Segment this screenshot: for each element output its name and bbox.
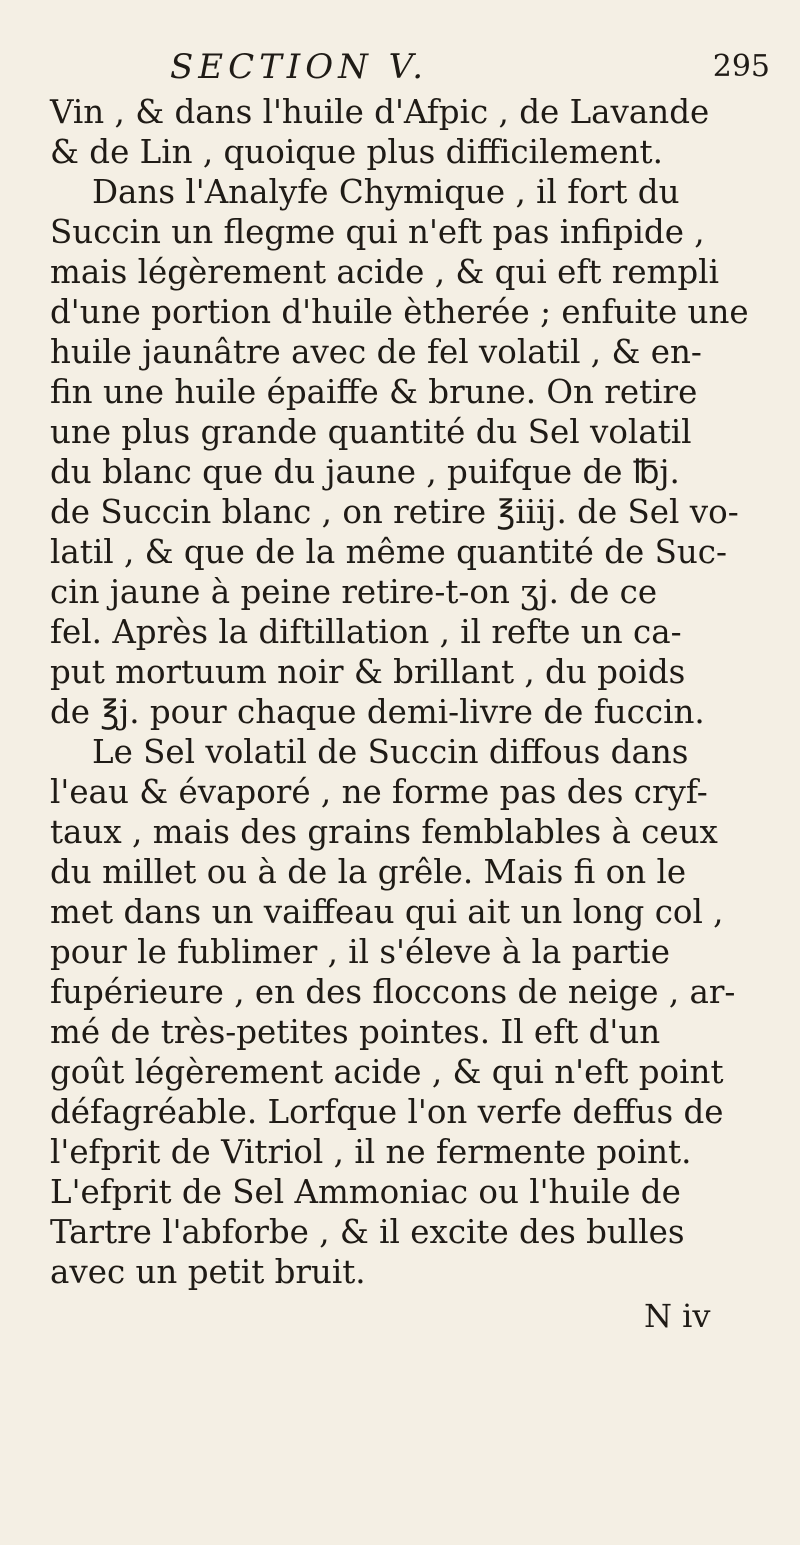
text-line: mais légèrement acide , & qui eft rempli xyxy=(50,253,719,291)
text-line: du millet ou à de la grêle. Mais fi on le xyxy=(50,853,687,891)
running-head xyxy=(170,42,770,92)
text-line: taux , mais des grains femblables à ceux xyxy=(50,813,718,851)
text-line: goût légèrement acide , & qui n'eft point xyxy=(50,1053,724,1091)
text-line: Vin , & dans l'huile d'Afpic , de Lavande xyxy=(50,93,710,131)
text-line: l'eau & évaporé , ne forme pas des cryf- xyxy=(50,773,708,811)
text-line: Tartre l'abforbe , & il excite des bulles xyxy=(50,1213,685,1251)
text-line: une plus grande quantité du Sel volatil xyxy=(50,413,692,451)
text-line: avec un petit bruit. xyxy=(50,1253,366,1291)
text-line: défagréable. Lorfque l'on verfe deffus de xyxy=(50,1093,724,1131)
text-line: l'efprit de Vitriol , il ne fermente point. xyxy=(50,1133,692,1171)
text-line: L'efprit de Sel Ammoniac ou l'huile de xyxy=(50,1173,681,1211)
text-line: d'une portion d'huile ètherée ; enfuite une xyxy=(50,293,749,331)
paragraph-start-line: Le Sel volatil de Succin diffous dans xyxy=(92,733,689,771)
text-line: met dans un vaiffeau qui ait un long col , xyxy=(50,893,724,931)
text-line: Succin un flegme qui n'eft pas infipide , xyxy=(50,213,705,251)
text-line: fupérieure , en des floccons de neige , ar- xyxy=(50,973,736,1011)
catchword: N iv xyxy=(644,1297,711,1335)
text-line: de ℥j. pour chaque demi-livre de fuccin. xyxy=(50,693,705,731)
text-line: fin une huile épaiffe & brune. On retire xyxy=(50,373,698,411)
text-line: mé de très-petites pointes. Il eft d'un xyxy=(50,1013,661,1051)
text-line: du blanc que du jaune , puifque de ℔j. xyxy=(50,453,680,491)
text-line: cin jaune à peine retire-t-on ʒj. de ce xyxy=(50,573,658,611)
section-title: SECTION V. xyxy=(170,47,429,87)
text-line: put mortuum noir & brillant , du poids xyxy=(50,653,686,691)
text-line: pour le fublimer , il s'éleve à la partie xyxy=(50,933,670,971)
text-line: & de Lin , quoique plus difficilement. xyxy=(50,133,663,171)
text-line: latil , & que de la même quantité de Suc- xyxy=(50,533,727,571)
text-line: huile jaunâtre avec de fel volatil , & en- xyxy=(50,333,702,371)
body-text xyxy=(50,92,775,1292)
page-number: 295 xyxy=(712,49,770,84)
text-line: fel. Après la diftillation , il refte un ca- xyxy=(50,613,682,651)
paragraph-start-line: Dans l'Analyfe Chymique , il fort du xyxy=(92,173,680,211)
text-line: de Succin blanc , on retire ℥iiij. de Sel vo- xyxy=(50,493,739,531)
